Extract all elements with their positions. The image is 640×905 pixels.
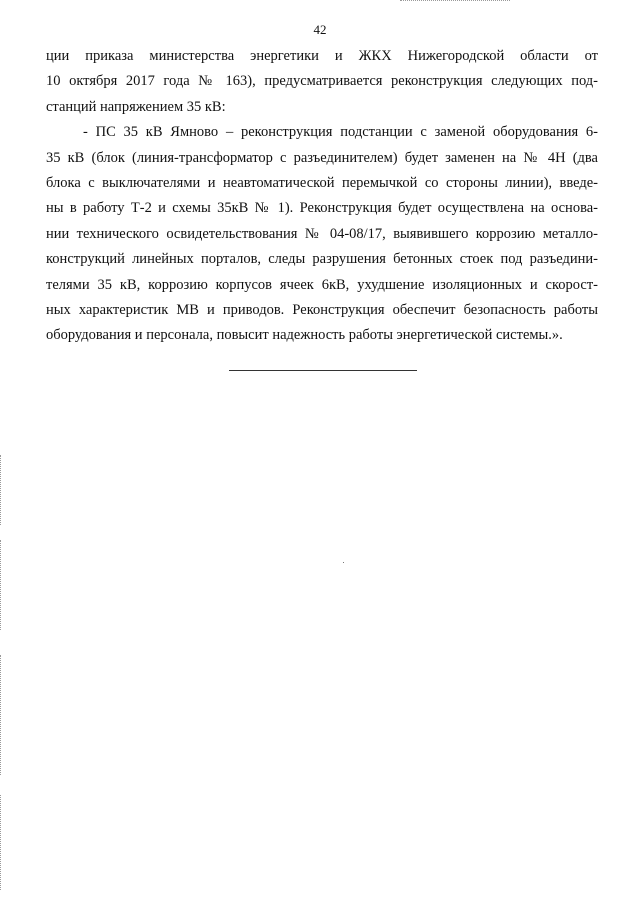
scan-artifact: [0, 540, 3, 630]
text-line: телями 35 кВ, коррозию корпусов ячеек 6кВ, ухудшение изоляционных и скорост-: [46, 276, 598, 293]
scan-artifact: [0, 655, 3, 775]
text-line: 35 кВ (блок (линия-трансформатор с разъединителем) будет заменен на № 4Н (два: [46, 149, 598, 166]
text-line: блока с выключателями и неавтоматической перемычкой со стороны линии), введе-: [46, 174, 598, 191]
page-number: 42: [313, 22, 327, 37]
body-text: [46, 44, 598, 349]
text-line: станций напряжением 35 кВ:: [46, 98, 226, 115]
end-separator-line: [229, 370, 417, 371]
text-line: ны в работу Т-2 и схемы 35кВ № 1). Реконструкция будет осуществлена на основа-: [46, 200, 598, 217]
text-line: оборудования и персонала, повысит надежность работы энергетической системы.».: [46, 327, 563, 344]
scan-artifact: [400, 0, 510, 3]
list-item-line: - ПС 35 кВ Ямново – реконструкция подстанции с заменой оборудования 6-: [83, 124, 598, 141]
text-line: 10 октября 2017 года № 163), предусматривается реконструкция следующих под-: [46, 73, 598, 90]
text-line: конструкций линейных порталов, следы разрушения бетонных стоек под разъедини-: [46, 251, 598, 268]
scan-speck: [343, 562, 344, 563]
text-line: ции приказа министерства энергетики и ЖКХ Нижегородской области от: [46, 48, 598, 64]
text-line: ных характеристик МВ и приводов. Реконструкция обеспечит безопасность работы: [46, 301, 598, 318]
text-line: нии технического освидетельствования № 04-08/17, выявившего коррозию металло-: [46, 225, 598, 242]
scan-artifact: [0, 455, 3, 525]
scan-artifact: [0, 795, 3, 890]
